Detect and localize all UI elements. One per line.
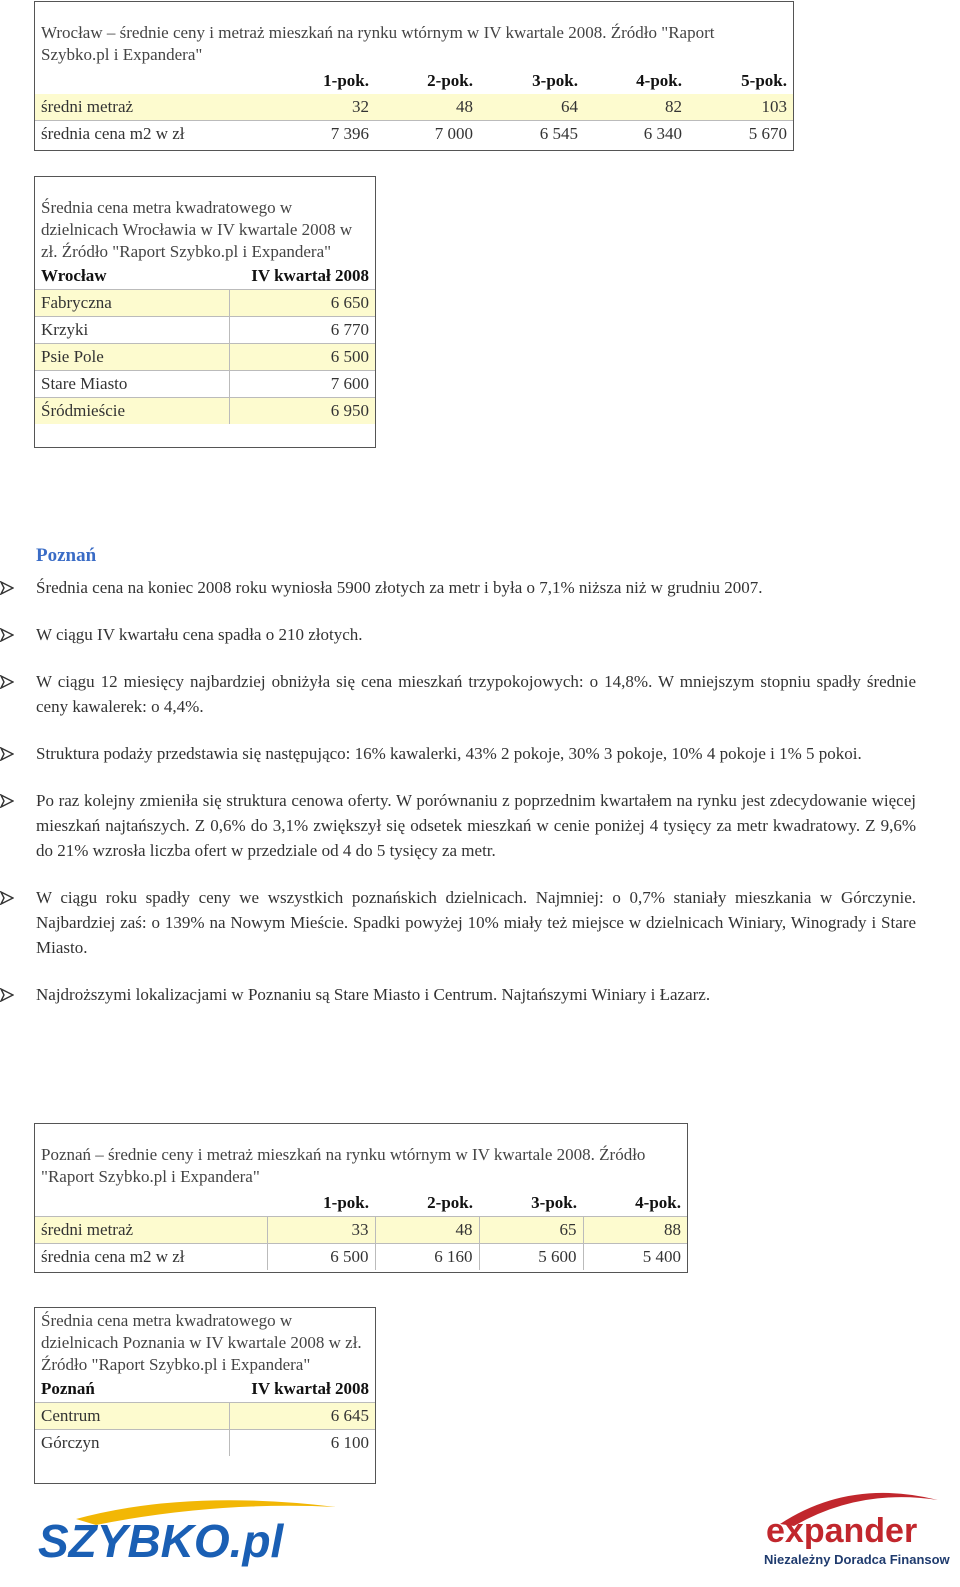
szybko-logo xyxy=(36,1497,356,1572)
header-cell: 2-pok. xyxy=(427,1193,473,1212)
expander-logo xyxy=(760,1480,950,1577)
szybko-logo-text: SZYBKO.pl xyxy=(38,1515,284,1567)
arrow-bullet-icon xyxy=(0,581,14,595)
bullet-text: Po raz kolejny zmieniła się struktura cenowa oferty. W porównaniu z poprzednim kwartałem na rynku jest zdecydowanie więcej mieszkań najtańszych. Z 0,6% do 3,1% zwiększył się odsetek mieszkań w cenie poniżej 4 tysięcy za metr kwadratowy. Z 9,6% do 21% wzrosła liczba ofert w przedziale od 4 do 5 tysięcy za metr. xyxy=(36,791,916,860)
table-row xyxy=(35,1430,375,1457)
table-cell: 82 xyxy=(584,94,688,121)
list-item xyxy=(0,622,960,647)
header-cell: 1-pok. xyxy=(323,1193,369,1212)
table-cell: 88 xyxy=(583,1217,687,1244)
bullet-text: Struktura podaży przedstawia się następująco: 16% kawalerki, 43% 2 pokoje, 30% 3 pokoje, 10% 4 pokoje i 1% 5 pokoi. xyxy=(36,744,862,763)
table-row xyxy=(35,371,375,398)
row-label: Centrum xyxy=(35,1403,229,1430)
table-row xyxy=(35,290,375,317)
table-cell: 6 545 xyxy=(479,121,584,148)
table-grid xyxy=(35,1190,687,1270)
table-caption: Średnia cena metra kwadratowego w dzielnicach Wrocławia w IV kwartale 2008 w zł. Źródło "Raport Szybko.pl i Expandera" xyxy=(41,198,353,261)
arrow-bullet-icon xyxy=(0,794,14,808)
table-caption: Wrocław – średnie ceny i metraż mieszkań na rynku wtórnym w IV kwartale 2008. Źródło "Raport Szybko.pl i Expandera" xyxy=(41,23,715,64)
expander-logo-text: expander xyxy=(766,1512,918,1550)
table-cell: 5 600 xyxy=(479,1244,583,1271)
table-cell: 6 340 xyxy=(584,121,688,148)
list-item xyxy=(0,575,960,600)
header-cell: Wrocław xyxy=(41,266,107,285)
header-cell: 4-pok. xyxy=(635,1193,681,1212)
row-label: średnia cena m2 w zł xyxy=(35,1244,267,1271)
arrow-bullet-icon xyxy=(0,675,14,689)
table-cell: 65 xyxy=(479,1217,583,1244)
poznan-prices-table xyxy=(34,1123,688,1273)
bullet-text: Średnia cena na koniec 2008 roku wyniosła 5900 złotych za metr i była o 7,1% niższa niż w grudniu 2007. xyxy=(36,578,763,597)
table-cell: 6 500 xyxy=(267,1244,375,1271)
table-cell: 6 160 xyxy=(375,1244,479,1271)
table-cell: 7 396 xyxy=(267,121,375,148)
table-row xyxy=(35,1217,687,1244)
table-header-row xyxy=(35,1190,687,1217)
header-cell: 4-pok. xyxy=(636,71,682,90)
header-cell: IV kwartał 2008 xyxy=(251,1379,369,1398)
expander-logo-graphic xyxy=(760,1480,950,1572)
table-cell: 32 xyxy=(267,94,375,121)
table-cell: 5 400 xyxy=(583,1244,687,1271)
header-cell: Poznań xyxy=(41,1379,95,1398)
table-cell: 33 xyxy=(267,1217,375,1244)
expander-tagline: Niezależny Doradca Finansowy xyxy=(764,1552,950,1567)
wroclaw-districts-table xyxy=(34,176,376,448)
bullet-list xyxy=(0,575,960,1029)
row-label: Stare Miasto xyxy=(35,371,229,398)
row-label: Psie Pole xyxy=(35,344,229,371)
header-cell: 3-pok. xyxy=(532,71,578,90)
table-row xyxy=(35,121,793,148)
table-cell: 48 xyxy=(375,1217,479,1244)
table-row xyxy=(35,1403,375,1430)
list-item xyxy=(0,669,960,719)
arrow-bullet-icon xyxy=(0,628,14,642)
table-cell: 5 670 xyxy=(688,121,793,148)
table-cell: 6 950 xyxy=(229,398,375,425)
table-header-row xyxy=(35,263,375,290)
table-header-row xyxy=(35,1376,375,1403)
table-caption: Poznań – średnie ceny i metraż mieszkań na rynku wtórnym w IV kwartale 2008. Źródło "Raport Szybko.pl i Expandera" xyxy=(41,1145,646,1186)
row-label: Krzyki xyxy=(35,317,229,344)
list-item xyxy=(0,788,960,863)
table-cell: 6 650 xyxy=(229,290,375,317)
bullet-text: W ciągu IV kwartału cena spadła o 210 złotych. xyxy=(36,625,363,644)
table-row xyxy=(35,94,793,121)
row-label: Górczyn xyxy=(35,1430,229,1457)
row-label: średnia cena m2 w zł xyxy=(35,121,267,148)
arrow-bullet-icon xyxy=(0,988,14,1002)
table-row xyxy=(35,344,375,371)
table-cell: 6 100 xyxy=(229,1430,375,1457)
row-label: średni metraż xyxy=(35,1217,267,1244)
table-cell: 6 645 xyxy=(229,1403,375,1430)
section-heading: Poznań xyxy=(36,545,97,566)
list-item xyxy=(0,982,960,1007)
row-label: Śródmieście xyxy=(35,398,229,425)
table-cell: 7 000 xyxy=(375,121,479,148)
header-cell xyxy=(35,1190,267,1217)
table-grid xyxy=(35,263,375,424)
table-cell: 103 xyxy=(688,94,793,121)
table-cell: 64 xyxy=(479,94,584,121)
arrow-bullet-icon xyxy=(0,891,14,905)
list-item xyxy=(0,885,960,960)
row-label: Fabryczna xyxy=(35,290,229,317)
table-cell: 6 770 xyxy=(229,317,375,344)
table-row xyxy=(35,317,375,344)
row-label: średni metraż xyxy=(35,94,267,121)
header-cell xyxy=(35,68,267,94)
header-cell: 2-pok. xyxy=(427,71,473,90)
table-grid xyxy=(35,1376,375,1456)
header-cell: 5-pok. xyxy=(741,71,787,90)
table-cell: 6 500 xyxy=(229,344,375,371)
header-cell: IV kwartał 2008 xyxy=(251,266,369,285)
table-cell: 7 600 xyxy=(229,371,375,398)
szybko-logo-graphic xyxy=(36,1497,356,1567)
bullet-text: W ciągu 12 miesięcy najbardziej obniżyła się cena mieszkań trzypokojowych: o 14,8%. W mniejszym stopniu spadły średnie ceny kawalerek: o 4,4%. xyxy=(36,672,916,716)
arrow-bullet-icon xyxy=(0,747,14,761)
bullet-text: Najdroższymi lokalizacjami w Poznaniu są Stare Miasto i Centrum. Najtańszymi Winiary i Łazarz. xyxy=(36,985,711,1004)
table-grid xyxy=(35,68,793,147)
header-cell: 1-pok. xyxy=(323,71,369,90)
poznan-districts-table xyxy=(34,1307,376,1484)
table-header-row xyxy=(35,68,793,94)
header-cell: 3-pok. xyxy=(531,1193,577,1212)
table-row xyxy=(35,1244,687,1271)
bullet-text: W ciągu roku spadły ceny we wszystkich poznańskich dzielnicach. Najmniej: o 0,7% staniały mieszkania w Górczynie. Najbardziej zaś: o 139% na Nowym Mieście. Spadki powyżej 10% miały też miejsce w dzielnicach Winiary, Winogrady i Stare Miasto. xyxy=(36,888,916,957)
table-row xyxy=(35,398,375,425)
list-item xyxy=(0,741,960,766)
table-caption: Średnia cena metra kwadratowego w dzielnicach Poznania w IV kwartale 2008 w zł. Źródło "Raport Szybko.pl i Expandera" xyxy=(41,1311,362,1374)
wroclaw-prices-table xyxy=(34,1,794,151)
table-cell: 48 xyxy=(375,94,479,121)
